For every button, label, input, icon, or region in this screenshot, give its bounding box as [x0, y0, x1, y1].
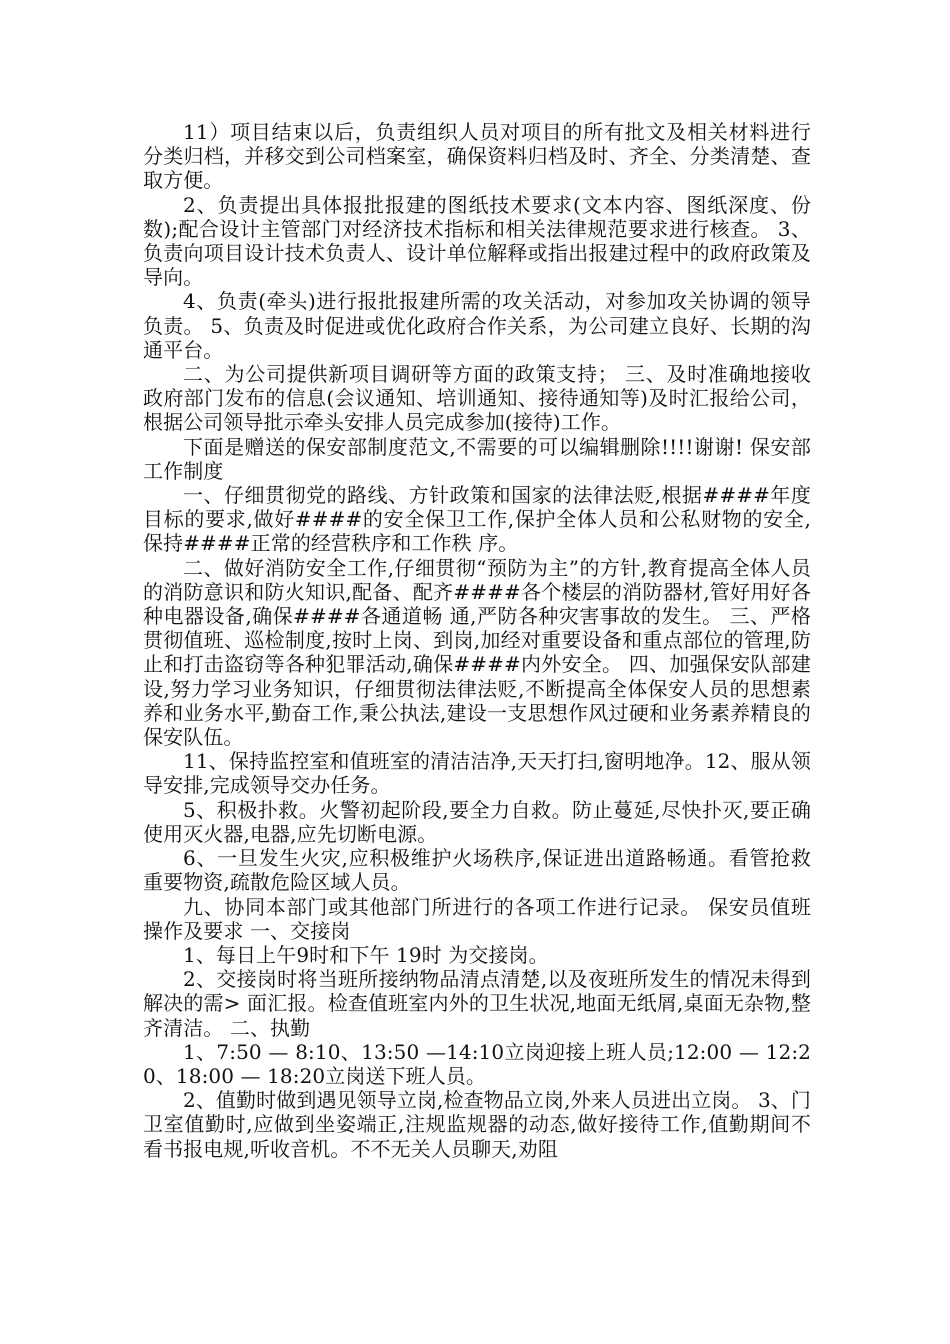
paragraph-8: 11、保持监控室和值班室的清洁洁净,天天打扫,窗明地净。12、服从领导安排,完成领导交办任务。: [143, 749, 811, 798]
paragraph-1: 11）项目结束以后，负责组织人员对项目的所有批文及相关材料进行分类归档，并移交到公司档案室，确保资料归档及时、齐全、分类清楚、查取方便。: [143, 120, 811, 193]
paragraph-7: 二、做好消防安全工作,仔细贯彻“预防为主”的方针,教育提高全体人员的消防意识和防火知识,配备、配齐####各个楼层的消防器材,管好用好各种电器设备,确保####各通道畅 通,严防各种灾害事故的发生。 三、严格贯彻值班、巡检制度,按时上岗、到岗,加经对重要设备和重点部位的管理,防止和打击盗窃等各种犯罪活动,确保####内外安全。 四、加强保安队部建设,努力学习业务知识，仔细贯彻法律法贬,不断提高全体保安人员的思想素养和业务水平,勤奋工作,秉公执法,建设一支思想作风过硬和业务素养精良的保安队伍。: [143, 555, 811, 750]
paragraph-15: 2、值勤时做到遇见领导立岗,检查物品立岗,外来人员进出立岗。 3、门卫室值勤时,应做到坐姿端正,注规监规器的动态,做好接待工作,值勤期间不看书报电规,听收音机。不不无关人员聊天,劝阻: [143, 1088, 811, 1161]
paragraph-13: 2、交接岗时将当班所接纳物品清点清楚,以及夜班所发生的情况未得到解决的需> 面汇报。检查值班室内外的卫生状况,地面无纸屑,桌面无杂物,整齐清洁。 二、执勤: [143, 967, 811, 1040]
paragraph-5: 下面是赠送的保安部制度范文,不需要的可以编辑删除!!!!谢谢! 保安部工作制度: [143, 434, 811, 483]
paragraph-4: 二、为公司提供新项目调研等方面的政策支持； 三、及时准确地接收政府部门发布的信息(会议通知、培训通知、接待通知等)及时汇报给公司，根据公司领导批示牵头安排人员完成参加(接待)工作。: [143, 362, 811, 435]
document-body: [143, 120, 811, 1161]
paragraph-12: 1、每日上午9时和下午 19时 为交接岗。: [183, 942, 549, 967]
paragraph-3: 4、负责(牵头)进行报批报建所需的攻关活动，对参加攻关协调的领导负责。 5、负责及时促进或优化政府合作关系，为公司建立良好、长期的沟 通平台。: [143, 289, 811, 362]
paragraph-14: 1、7:50 — 8:10、13:50 —14:10立岗迎接上班人员;12:00 — 12:20、18:00 — 18:20立岗送下班人员。: [143, 1039, 811, 1088]
paragraph-10: 6、一旦发生火灾,应积极维护火场秩序,保证进出道路畅通。看管抢救重要物资,疏散危险区域人员。: [143, 846, 811, 895]
paragraph-6: 一、仔细贯彻党的路线、方针政策和国家的法律法贬,根据####年度目标的要求,做好####的安全保卫工作,保护全体人员和公私财物的安全,保持####正常的经营秩序和工作秩 序。: [143, 483, 811, 556]
paragraph-2: 2、负责提出具体报批报建的图纸技术要求(文本内容、图纸深度、份数);配合设计主管部门对经济技术指标和相关法律规范要求进行核查。 3、负责向项目设计技术负责人、设计单位解释或指出报建过程中的政府政策及导向。: [143, 192, 811, 290]
paragraph-9: 5、积极扑救。火警初起阶段,要全力自救。防止蔓延,尽快扑灭,要正确使用灭火器,电器,应先切断电源。: [143, 797, 811, 846]
paragraph-11: 九、协同本部门或其他部门所进行的各项工作进行记录。 保安员值班操作及要求 一、交接岗: [143, 894, 811, 943]
